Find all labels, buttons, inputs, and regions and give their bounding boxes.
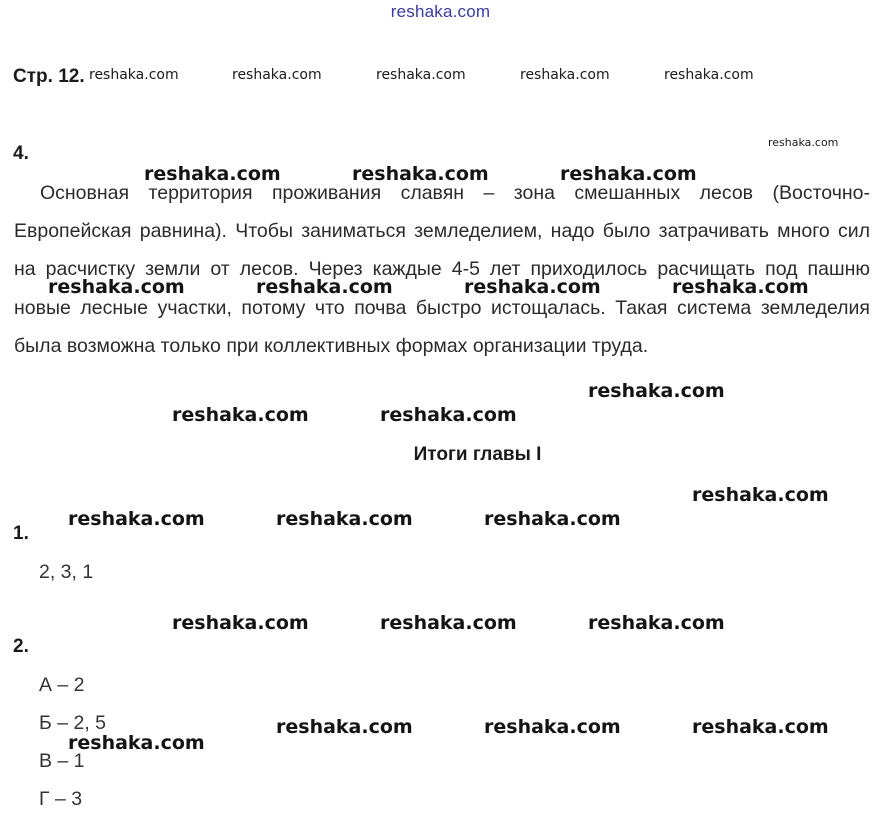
watermark: reshaka.com — [768, 136, 839, 149]
watermark: reshaka.com — [376, 67, 466, 83]
watermark: reshaka.com — [484, 508, 621, 530]
watermark: reshaka.com — [352, 163, 489, 185]
summary-task-2-answer-b: Б – 2, 5 — [39, 712, 107, 734]
watermark: reshaka.com — [692, 484, 829, 506]
summary-task-1-number: 1. — [13, 523, 29, 544]
task-4-text — [14, 174, 870, 365]
watermark: reshaka.com — [464, 276, 601, 298]
summary-task-2-answer-d: Г – 3 — [39, 788, 83, 810]
page-label: Стр. 12. — [13, 66, 85, 87]
summary-task-2-answer-c: В – 1 — [39, 750, 85, 772]
watermark: reshaka.com — [276, 508, 413, 530]
watermark: reshaka.com — [68, 732, 205, 754]
watermark: reshaka.com — [588, 380, 725, 402]
watermark: reshaka.com — [256, 276, 393, 298]
summary-task-2-answer-a: А – 2 — [39, 674, 85, 696]
watermark: reshaka.com — [380, 404, 517, 426]
watermark: reshaka.com — [588, 612, 725, 634]
task-4-number: 4. — [13, 143, 29, 164]
top-watermark: reshaka.com — [390, 2, 491, 21]
watermark: reshaka.com — [380, 612, 517, 634]
task-4-paragraph: Основная территория проживания славян – зона смешанных лесов (Восточно-Европейская равнина). Чтобы заниматься земледелием, надо было затрачивать много сил на расчистку земли от лесов. Через каждые 4-5 лет приходилось расчищать под пашню новые лесные участки, потому что почва быстро истощалась. Такая система земледелия была возможна только при коллективных формах организации труда. — [14, 182, 870, 357]
watermark: reshaka.com — [144, 163, 281, 185]
watermark: reshaka.com — [484, 716, 621, 738]
watermark: reshaka.com — [672, 276, 809, 298]
summary-task-1-answer: 2, 3, 1 — [39, 561, 94, 583]
watermark: reshaka.com — [232, 67, 322, 83]
watermark: reshaka.com — [172, 612, 309, 634]
watermark: reshaka.com — [560, 163, 697, 185]
summary-title: Итоги главы I — [413, 444, 542, 465]
watermark: reshaka.com — [520, 67, 610, 83]
watermark: reshaka.com — [692, 716, 829, 738]
watermark: reshaka.com — [68, 508, 205, 530]
watermark: reshaka.com — [664, 67, 754, 83]
watermark: reshaka.com — [276, 716, 413, 738]
watermark: reshaka.com — [172, 404, 309, 426]
watermark: reshaka.com — [89, 67, 179, 83]
watermark: reshaka.com — [48, 276, 185, 298]
summary-task-2-number: 2. — [13, 636, 29, 657]
